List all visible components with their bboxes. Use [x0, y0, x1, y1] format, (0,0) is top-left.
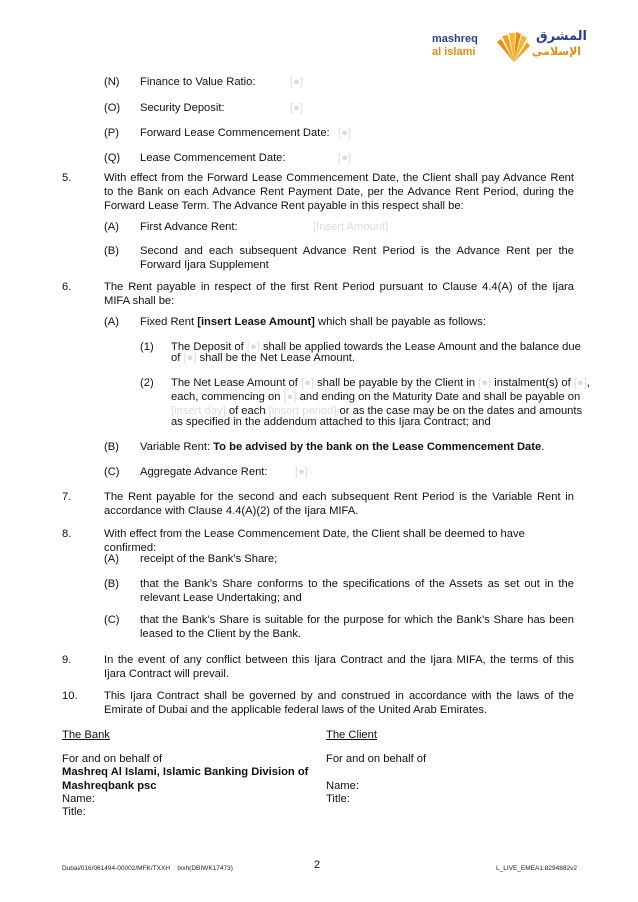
clause-6-number: 6.: [62, 281, 72, 293]
item-n-placeholder: [●]: [290, 76, 303, 88]
clause-6a1-line-2: [171, 351, 355, 365]
clause-6c-placeholder: [●]: [295, 466, 308, 478]
clause-6a2-l2b: and ending on the Maturity Date and shall be payable on: [296, 391, 581, 403]
client-name-field: Name:: [326, 780, 359, 792]
clause-6a1-placeholder-1: [●]: [246, 341, 260, 353]
bank-heading: The Bank: [62, 729, 110, 741]
item-p-label: (P): [104, 127, 119, 139]
logo-text-en-1: mashreq: [432, 33, 478, 45]
logo-text-ar-1: المشرق: [536, 29, 587, 44]
item-q-placeholder: [●]: [338, 152, 351, 164]
clause-7-number: 7.: [62, 491, 72, 503]
clause-10-text: This Ijara Contract shall be governed by and construed in accordance with the laws of the Emirate of Dubai and the applicable federal laws of the United Arab Emirates.: [104, 690, 574, 716]
bank-behalf: For and on behalf of: [62, 753, 163, 765]
clause-6a2-line-2: [171, 390, 580, 404]
clause-5b-label: (B): [104, 245, 119, 257]
client-title-field: Title:: [326, 793, 350, 805]
clause-6a-text: [140, 315, 574, 329]
clause-6a2-label: (2): [140, 377, 154, 389]
clause-6a2-l2a: each, commencing on: [171, 391, 284, 403]
bank-name-field: Name:: [62, 793, 95, 805]
clause-6c-text: Aggregate Advance Rent:: [140, 466, 268, 478]
item-o-placeholder: [●]: [290, 102, 303, 114]
clause-6a2-placeholder-1: [●]: [300, 377, 314, 389]
clause-6a2-placeholder-period: [insert period]: [268, 405, 337, 417]
clause-5a-label: (A): [104, 221, 119, 233]
clause-6c-label: (C): [104, 466, 120, 478]
clause-6-text: The Rent payable in respect of the first Rent Period pursuant to Clause 4.4(A) of the Ijara MIFA shall be:: [104, 281, 574, 307]
clause-6a1-p3: of: [171, 352, 184, 364]
clause-8a-text: receipt of the Bank’s Share;: [140, 553, 278, 565]
clause-8-number: 8.: [62, 528, 72, 540]
clause-6b-label: (B): [104, 441, 119, 453]
clause-8b-text: that the Bank’s Share conforms to the specifications of the Assets as set out in the relevant Lease Undertaking; and: [140, 578, 574, 604]
clause-6a2-l1d: ,: [586, 377, 590, 389]
bank-title-field: Title:: [62, 806, 86, 818]
clause-5-number: 5.: [62, 172, 72, 184]
clause-6a1-label: (1): [140, 341, 154, 353]
clause-6a2-line-4: as specified in the addendum attached to this Ijara Contract; and: [171, 416, 491, 428]
mashreq-al-islami-logo: [432, 29, 587, 70]
item-q-label: (Q): [104, 152, 121, 164]
clause-6a-label: (A): [104, 316, 119, 328]
footer-reference: Dubai/016/061494-00002/MFK/TXXH txxh(DBIWK17473): [62, 865, 233, 872]
item-o-text: Security Deposit:: [140, 102, 225, 114]
clause-6a2-l3a: of each: [225, 405, 269, 417]
clause-6a2-placeholder-3: [●]: [573, 377, 587, 389]
clause-6a-text-bold: [insert Lease Amount]: [197, 316, 315, 328]
sunburst-logo-icon: [494, 30, 534, 64]
clause-6a-text-before: Fixed Rent: [140, 316, 198, 328]
bank-name-line-1: Mashreq Al Islami, Islamic Banking Division of: [62, 766, 309, 778]
clause-5-text: With effect from the Forward Lease Commencement Date, the Client shall pay Advance Rent to the Bank on each Advance Rent Payment Date, per the Advance Rent Period, during the Forward Lease Term. The Advance Rent payable in this respect shall be:: [104, 172, 574, 212]
item-o-label: (O): [104, 102, 121, 114]
footer-document-id: L_LIVE_EMEA1:8294882v2: [496, 865, 577, 872]
clause-6a2-line-1: [171, 376, 590, 390]
clause-6a1-p2: shall be applied towards the Lease Amount and the balance due: [259, 341, 581, 353]
logo-text-ar-2: الإسلامي: [532, 45, 582, 58]
clause-6a2-l1c: instalment(s) of: [491, 377, 574, 389]
clause-6a1-placeholder-2: [●]: [183, 352, 197, 364]
item-p-text: Forward Lease Commencement Date:: [140, 127, 330, 139]
clause-6a1-p1: The Deposit of: [171, 341, 247, 353]
clause-6a2-l1a: The Net Lease Amount of: [171, 377, 301, 389]
item-n-text: Finance to Value Ratio:: [140, 76, 256, 88]
clause-6a1-p4: shall be the Net Lease Amount.: [196, 352, 356, 364]
item-q-text: Lease Commencement Date:: [140, 152, 286, 164]
item-p-placeholder: [●]: [338, 127, 351, 139]
clause-8c-text: that the Bank’s Share is suitable for the purpose for which the Bank’s Share has been leased to the Client by the Bank.: [140, 614, 574, 640]
clause-6b-text-bold: To be advised by the bank on the Lease Commencement Date: [213, 441, 542, 453]
clause-6a2-placeholder-day: [insert day]: [171, 405, 226, 417]
clause-8-text: With effect from the Lease Commencement Date, the Client shall be deemed to have confirmed:: [104, 528, 525, 554]
clause-9-text: In the event of any conflict between this Ijara Contract and the Ijara MIFA, the terms of this Ijara Contract will prevail.: [104, 654, 574, 680]
clause-9-number: 9.: [62, 654, 72, 666]
clause-10-number: 10.: [62, 690, 78, 702]
clause-7-text: The Rent payable for the second and each subsequent Rent Period is the Variable Rent in accordance with Clause 4.4(A)(2) of the Ijara MIFA.: [104, 491, 574, 517]
clause-5a-placeholder: [Insert Amount]: [313, 221, 389, 233]
clause-6a2-l1b: shall be payable by the Client in: [313, 377, 479, 389]
client-heading: The Client: [326, 729, 377, 741]
logo-text-en-2: al islami: [432, 46, 476, 58]
clause-8b-label: (B): [104, 578, 119, 590]
clause-6b-text-before: Variable Rent:: [140, 441, 214, 453]
clause-6a2-placeholder-2: [●]: [478, 377, 492, 389]
bank-name-line-2: Mashreqbank psc: [62, 780, 157, 792]
page-number: 2: [314, 859, 321, 871]
clause-5a-text: First Advance Rent:: [140, 221, 238, 233]
clause-5b-text: Second and each subsequent Advance Rent Period is the Advance Rent per the Forward Ijara Supplement: [140, 245, 574, 271]
clause-6a2-placeholder-4: [●]: [283, 391, 297, 403]
clause-8c-label: (C): [104, 614, 120, 626]
client-behalf: For and on behalf of: [326, 753, 427, 765]
item-n-label: (N): [104, 76, 120, 88]
clause-6b-text-after: .: [541, 441, 545, 453]
clause-6a-text-after: which shall be payable as follows:: [314, 316, 486, 328]
clause-8a-label: (A): [104, 553, 119, 565]
clause-6b-text: [140, 440, 544, 454]
clause-6a2-l3b: or as the case may be on the dates and amounts: [336, 405, 583, 417]
